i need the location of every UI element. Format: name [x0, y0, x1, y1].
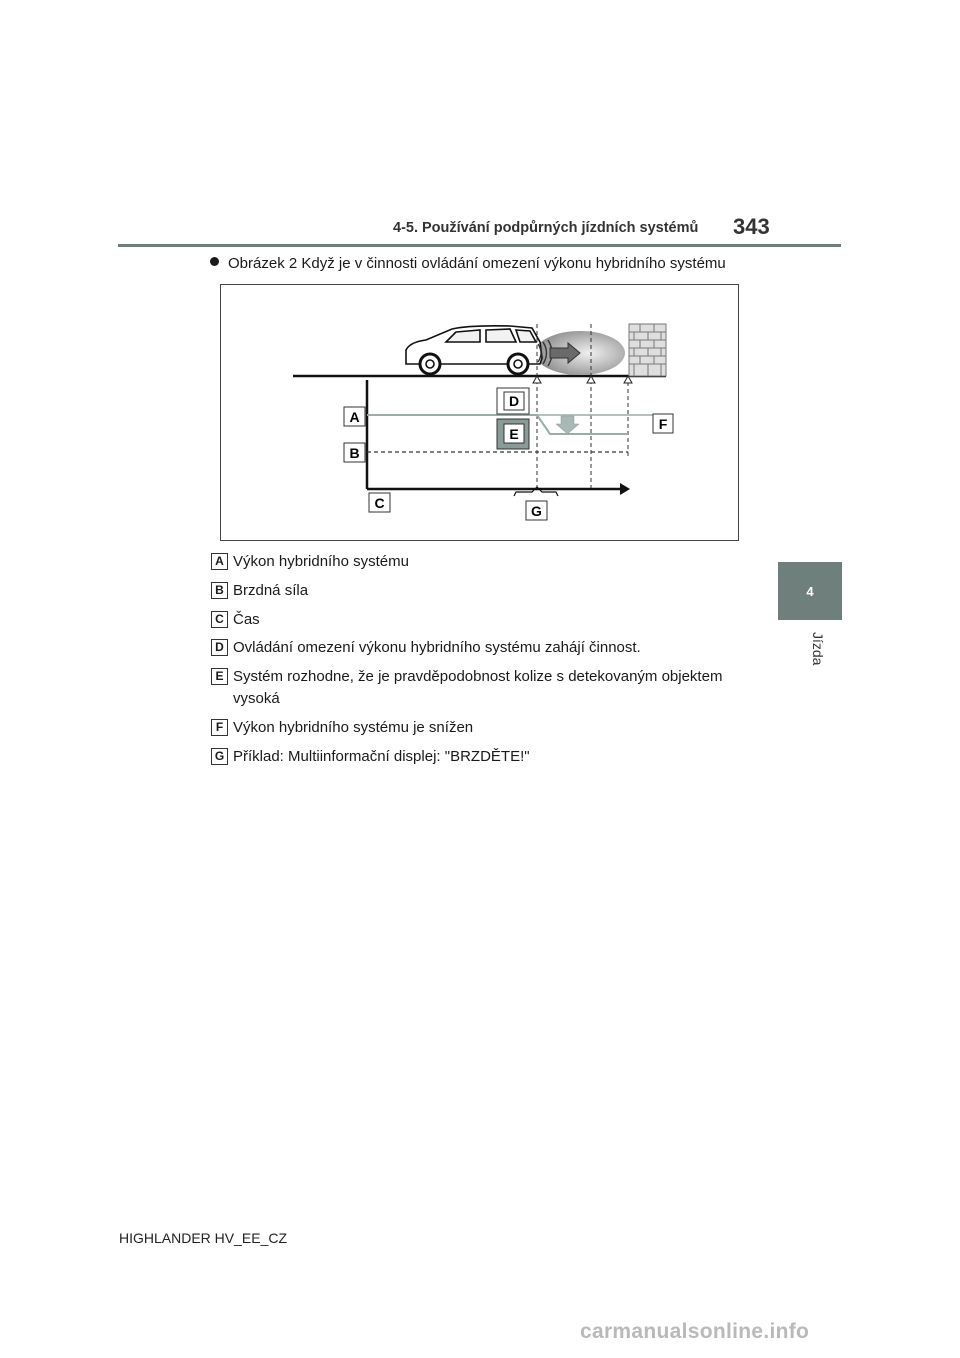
- bullet-icon: [210, 257, 219, 266]
- callout-d: D: [508, 393, 520, 409]
- legend-text: vysoká: [233, 690, 280, 707]
- page-number: 343: [733, 214, 770, 239]
- car-icon: [406, 326, 542, 374]
- legend-key: F: [211, 719, 228, 736]
- legend-text: Systém rozhodne, že je pravděpodobnost kolize s detekovaným objektem: [233, 668, 723, 685]
- legend-text: Čas: [233, 611, 260, 628]
- watermark: carmanualsonline.info: [580, 1320, 810, 1343]
- callout-g: G: [531, 503, 542, 519]
- wall-icon: [629, 324, 666, 376]
- legend-key: C: [211, 611, 228, 628]
- legend-text: Výkon hybridního systému: [233, 553, 409, 570]
- header-rule: [118, 244, 841, 247]
- legend-key: D: [211, 639, 228, 656]
- legend-text: Výkon hybridního systému je snížen: [233, 719, 474, 736]
- callout-c: C: [374, 495, 385, 511]
- legend-text: Brzdná síla: [233, 582, 309, 599]
- callout-e: E: [509, 426, 519, 442]
- chapter-label-text: Jízda: [810, 632, 826, 666]
- legend-key: B: [211, 582, 228, 599]
- chapter-label: [808, 632, 828, 692]
- figure-caption-text: Obrázek 2 Když je v činnosti ovládání omezení výkonu hybridního systému: [228, 255, 726, 272]
- legend-text: Příklad: Multiinformační displej: "BRZDĚTE!": [233, 748, 530, 765]
- legend-text: Ovládání omezení výkonu hybridního systému zahájí činnost.: [233, 639, 641, 656]
- callout-f: F: [658, 416, 668, 432]
- model-code: HIGHLANDER HV_EE_CZ: [119, 1230, 288, 1246]
- legend-key: G: [211, 748, 228, 765]
- legend-key: A: [211, 553, 228, 570]
- callout-b: B: [349, 445, 360, 461]
- figure-diagram: [220, 284, 739, 541]
- section-title: 4-5. Používání podpůrných jízdních systémů: [393, 220, 699, 236]
- down-arrow-icon: [556, 416, 579, 434]
- chapter-number: 4: [806, 584, 814, 599]
- figure-caption: [210, 255, 726, 272]
- callout-a: A: [349, 409, 360, 425]
- legend-key: E: [211, 668, 228, 685]
